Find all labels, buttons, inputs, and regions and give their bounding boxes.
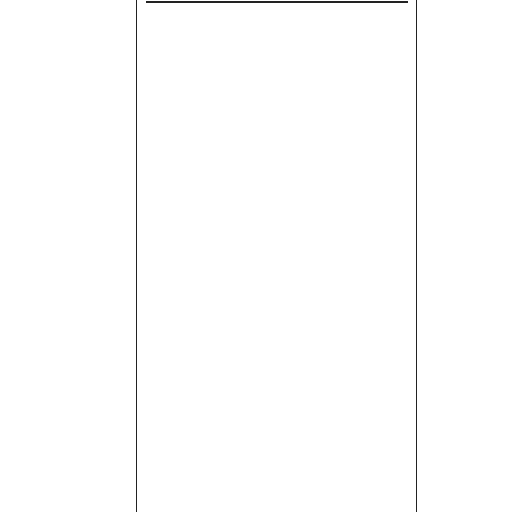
obituary-separator xyxy=(146,1,408,3)
left-obituary-column xyxy=(0,0,131,512)
column-divider-left xyxy=(136,0,137,512)
middle-obituary-column xyxy=(143,0,411,512)
right-obituary-column xyxy=(421,0,512,512)
column-divider-right xyxy=(416,0,417,512)
